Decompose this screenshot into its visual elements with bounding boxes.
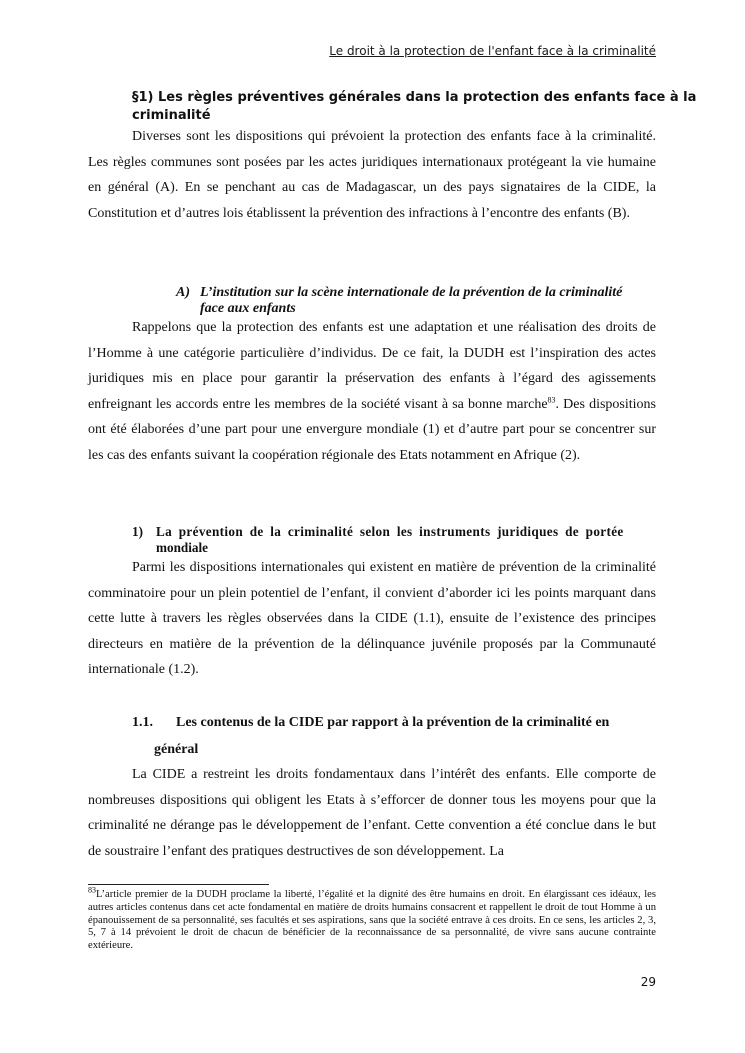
- page-number: 29: [640, 975, 656, 989]
- footnote: [88, 885, 656, 953]
- section-a-heading-line1: L’institution sur la scène internationale de la prévention de la criminalité: [200, 285, 623, 300]
- section-1-heading: [132, 89, 697, 125]
- running-header: Le droit à la protection de l'enfant face à la criminalité: [329, 44, 656, 58]
- section-1-heading-line2: criminalité: [132, 108, 211, 123]
- section-1-1-heading: [132, 709, 662, 763]
- section-1-1-paragraph: La CIDE a restreint les droits fondamentaux dans l’intérêt des enfants. Elle comporte de nombreuses dispositions qui obligent les Etats à s’efforcer de donner tous les moyens pour que la criminalité ne dérange pas le développement de l’enfant. Cette convention a été conclue dans le but de soustraire l’enfant des pratiques destructives de son développement. La: [88, 767, 656, 859]
- section-1-1-heading-line2: général: [154, 742, 199, 757]
- section-1-heading-line1: §1) Les règles préventives générales dans la protection des enfants face à la: [132, 90, 697, 105]
- section-1-paragraph: Diverses sont les dispositions qui prévoient la protection des enfants face à la criminalité. Les règles communes sont posées par les actes juridiques internationaux protégeant la vie humaine en général (A). En se penchant au cas de Madagascar, un des pays signataires de la CIDE, la Constitution et d’autres lois établissent la prévention des infractions à l’encontre des enfants (B).: [88, 129, 656, 221]
- section-a-marker: A): [176, 285, 190, 300]
- section-1-world-marker: 1): [132, 524, 143, 539]
- section-1-world-heading-line1: La prévention de la criminalité selon les instruments juridiques de portée: [156, 524, 624, 539]
- section-a-paragraph-text-continued: . Des dispositions ont été élaborées d’une part pour une envergure mondiale (1) et d’autre part pour se concentrer sur les cas des enfants suivant la coopération régionale des Etats notamment en Afrique (2).: [88, 396, 656, 463]
- section-a-heading: [176, 285, 661, 317]
- section-a-paragraph: [88, 315, 656, 468]
- footnote-number: 83: [88, 885, 96, 895]
- section-a-heading-line2: face aux enfants: [200, 301, 296, 316]
- footnote-text: L’article premier de la DUDH proclame la liberté, l’égalité et la dignité des être humains en droit. En élargissant ces idéaux, les autres articles contenus dans cet acte fondamental en matière de droits humains consacrent et rappellent le droit de tout Homme à un épanouissement de sa personnalité, ses facultés et ses aspirations, sans que la société entrave à ces droits. En ce sens, les articles 2, 3, 5, 7 à 14 prévoient le droit de chacun de bénéficier de la reconnaissance de sa personnalité, de vivre sans aucune contrainte extérieure.: [88, 889, 656, 952]
- section-1-world-heading: [132, 524, 662, 556]
- footnote-reference[interactable]: 83: [547, 394, 556, 404]
- section-1-1-heading-line1: Les contenus de la CIDE par rapport à la prévention de la criminalité en: [176, 715, 610, 730]
- section-1-world-paragraph: Parmi les dispositions internationales qui existent en matière de prévention de la criminalité comminatoire pour un plein potentiel de l’enfant, il convient d’aborder ici les points marquant dans cette lutte à travers les règles observées dans la CIDE (1.1), ensuite de l’existence des principes directeurs en matière de la prévention de la délinquance juvénile proposés par la Communauté internationale (1.2).: [88, 560, 656, 677]
- footnote-separator: [88, 884, 269, 885]
- section-a-paragraph-text: Rappelons que la protection des enfants est une adaptation et une réalisation des droits de l’Homme à une catégorie particulière d’individus. De ce fait, la DUDH est l’inspiration des actes juridiques mis en place pour garantir la préservation des enfants à l’égard des agissements enfreignant les accords entre les membres de la société visant à sa bonne marche: [88, 320, 656, 412]
- section-1-world-heading-line2: mondiale: [156, 540, 209, 555]
- section-1-1-marker: 1.1.: [132, 715, 153, 730]
